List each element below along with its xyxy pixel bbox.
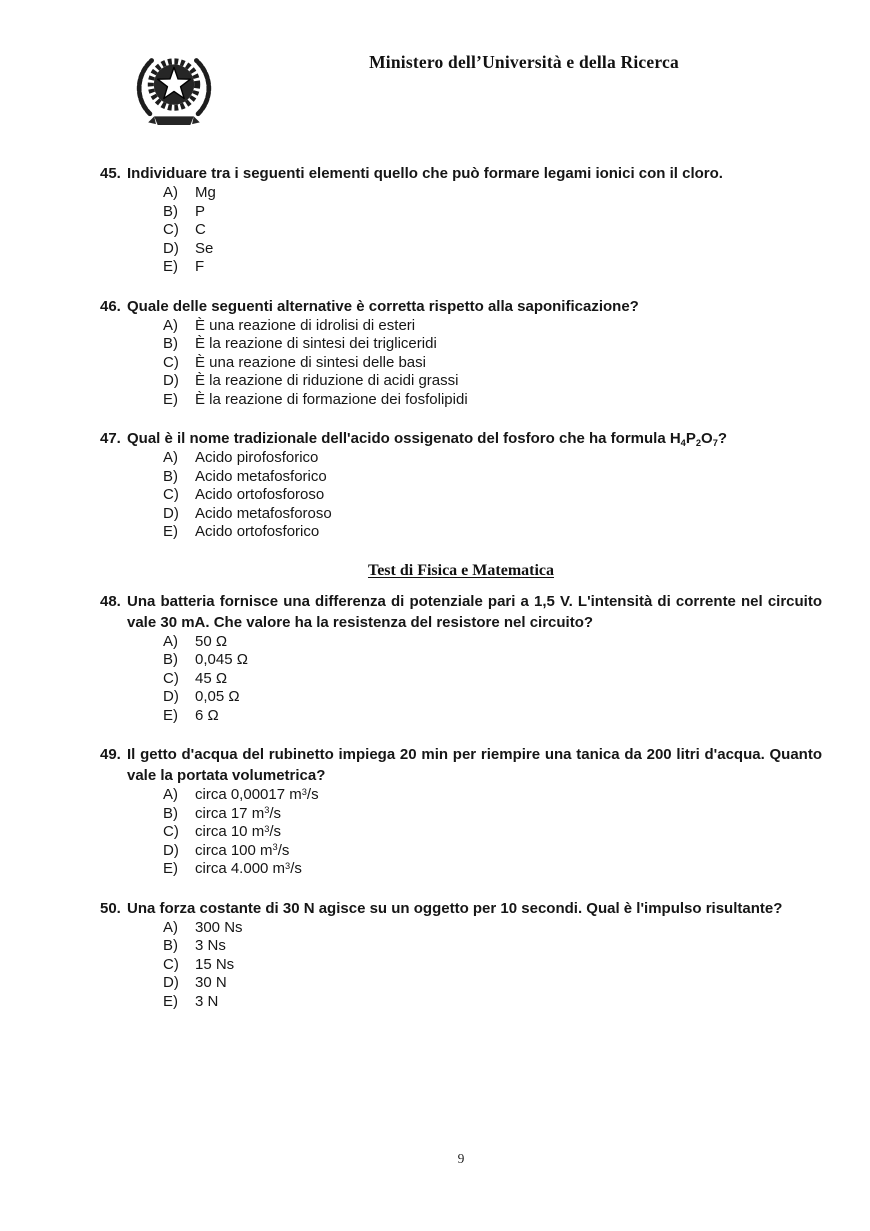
option-row [127, 258, 822, 277]
option-row [127, 633, 822, 652]
option-text: È una reazione di sintesi delle basi [195, 353, 426, 371]
option-row [127, 372, 822, 391]
question-text: Quale delle seguenti alternative è corretta rispetto alla saponificazione? [127, 297, 639, 315]
option-text: circa 0,00017 $m^3/s$ [195, 786, 319, 803]
option-text: È la reazione di riduzione di acidi grassi [195, 372, 459, 389]
option-row [127, 956, 822, 975]
option-letter: E) [163, 258, 178, 275]
option-row [127, 670, 822, 689]
option-letter: A) [163, 918, 178, 936]
option-letter: A) [163, 316, 178, 334]
option-row [127, 860, 822, 879]
option-letter: E) [163, 860, 178, 877]
option-text: 0,045 Ω [195, 651, 248, 668]
option-row [127, 993, 822, 1012]
option-text: Acido pirofosforico [195, 449, 319, 466]
ministry-header-title: Ministero dell’Università e della Ricerca [369, 52, 679, 72]
option-letter: A) [163, 184, 178, 201]
question-block-45 [100, 163, 822, 277]
option-row [127, 486, 822, 505]
option-row [127, 240, 822, 259]
option-row [127, 842, 822, 861]
option-text: Acido metafosforico [195, 467, 327, 485]
option-letter: A) [163, 449, 178, 466]
question-block-49 [100, 744, 822, 879]
option-letter: D) [163, 974, 179, 991]
questions-content [100, 163, 822, 1030]
option-text: È una reazione di idrolisi di esteri [195, 316, 416, 334]
option-row [127, 449, 822, 468]
option-text: 0,05 Ω [195, 688, 240, 705]
option-text: 30 N [195, 974, 227, 991]
option-letter: C) [163, 955, 179, 973]
option-text: 45 Ω [195, 669, 228, 687]
option-text: 15 Ns [195, 955, 235, 973]
option-letter: B) [163, 335, 178, 352]
option-letter: E) [163, 523, 178, 540]
option-letter: E) [163, 992, 178, 1010]
question-block-50 [100, 898, 822, 1012]
option-row [127, 468, 822, 487]
options-list [127, 633, 822, 726]
option-row [127, 974, 822, 993]
option-letter: B) [163, 202, 178, 220]
question-number: 47. [100, 430, 121, 447]
options-list [127, 919, 822, 1012]
option-letter: A) [163, 786, 178, 803]
option-text: 300 Ns [195, 918, 243, 936]
option-row [127, 937, 822, 956]
option-row [127, 335, 822, 354]
option-letter: B) [163, 467, 178, 485]
option-letter: B) [163, 804, 178, 822]
question-text: Individuare tra i seguenti elementi quello che può formare legami ionici con il cloro. [127, 165, 723, 182]
option-row [127, 317, 822, 336]
option-row [127, 221, 822, 240]
option-row [127, 707, 822, 726]
option-text: È la reazione di sintesi dei trigliceridi [195, 335, 437, 352]
options-list [127, 317, 822, 410]
option-letter: E) [163, 390, 178, 408]
option-text: Acido ortofosforico [195, 523, 320, 540]
option-text: È la reazione di formazione dei fosfolipidi [195, 390, 468, 408]
option-letter: C) [163, 669, 179, 687]
option-row [127, 184, 822, 203]
option-row [127, 786, 822, 805]
question-number: 45. [100, 165, 121, 182]
option-letter: D) [163, 688, 179, 705]
option-text: P [195, 202, 206, 220]
question-block-47 [100, 428, 822, 542]
option-row [127, 203, 822, 222]
option-row [127, 823, 822, 842]
option-text: 3 N [195, 992, 219, 1010]
question-number: 48. [100, 592, 121, 610]
question-number: 46. [100, 297, 121, 315]
option-row [127, 505, 822, 524]
option-text: circa 10 $m^3/s$ [195, 823, 282, 840]
option-text: 6 Ω [195, 706, 219, 724]
option-letter: D) [163, 239, 179, 257]
option-letter: B) [163, 937, 178, 954]
option-row [127, 805, 822, 824]
option-text: Acido ortofosforoso [195, 486, 325, 503]
section-heading: Test di Fisica e Matematica [367, 561, 555, 579]
option-text: 50 Ω [195, 632, 228, 650]
option-text: Se [195, 239, 214, 257]
option-letter: C) [163, 353, 179, 371]
question-block-48 [100, 591, 822, 726]
question-number: 50. [100, 899, 121, 917]
italian-republic-emblem-icon [130, 45, 218, 131]
question-text: Il getto d'acqua del rubinetto impiega 20 min per riempire una tanica da 200 litri d'acqua. Quanto vale la portata volumetrica? [127, 746, 822, 784]
options-list [127, 184, 822, 277]
question-number: 49. [100, 746, 121, 763]
page-number: 9 [457, 1151, 465, 1166]
option-text: F [195, 258, 205, 275]
option-row [127, 391, 822, 410]
option-row [127, 919, 822, 938]
option-text: 3 Ns [195, 937, 226, 954]
question-text: Una forza costante di 30 N agisce su un oggetto per 10 secondi. Qual è l'impulso risultante? [127, 899, 783, 917]
option-text: Acido metafosforoso [195, 504, 332, 522]
option-row [127, 523, 822, 542]
options-list [127, 449, 822, 542]
option-letter: A) [163, 632, 178, 650]
option-letter: E) [163, 706, 178, 724]
option-text: C [195, 221, 206, 238]
options-list [127, 786, 822, 879]
option-row [127, 354, 822, 373]
question-block-46 [100, 296, 822, 410]
option-letter: B) [163, 651, 178, 668]
option-row [127, 651, 822, 670]
option-letter: C) [163, 486, 179, 503]
question-text: Una batteria fornisce una differenza di potenziale pari a 1,5 V. L'intensità di corrente nel circuito vale 30 mA. Che valore ha la resistenza del resistore nel circuito? [127, 592, 822, 631]
option-letter: C) [163, 221, 179, 238]
option-letter: D) [163, 841, 179, 859]
option-text: circa 4.000 $m^3/s$ [195, 860, 302, 877]
option-letter: D) [163, 504, 179, 522]
option-text: Mg [195, 184, 216, 201]
option-text: circa 100 $m^3/s$ [195, 841, 290, 859]
option-row [127, 688, 822, 707]
question-text: Qual è il nome tradizionale dell'acido ossigenato del fosforo che ha formula $H_4P_2O_7$? [127, 430, 728, 448]
option-letter: C) [163, 823, 179, 840]
option-text: circa 17 $m^3/s$ [195, 804, 282, 822]
option-letter: D) [163, 372, 179, 389]
